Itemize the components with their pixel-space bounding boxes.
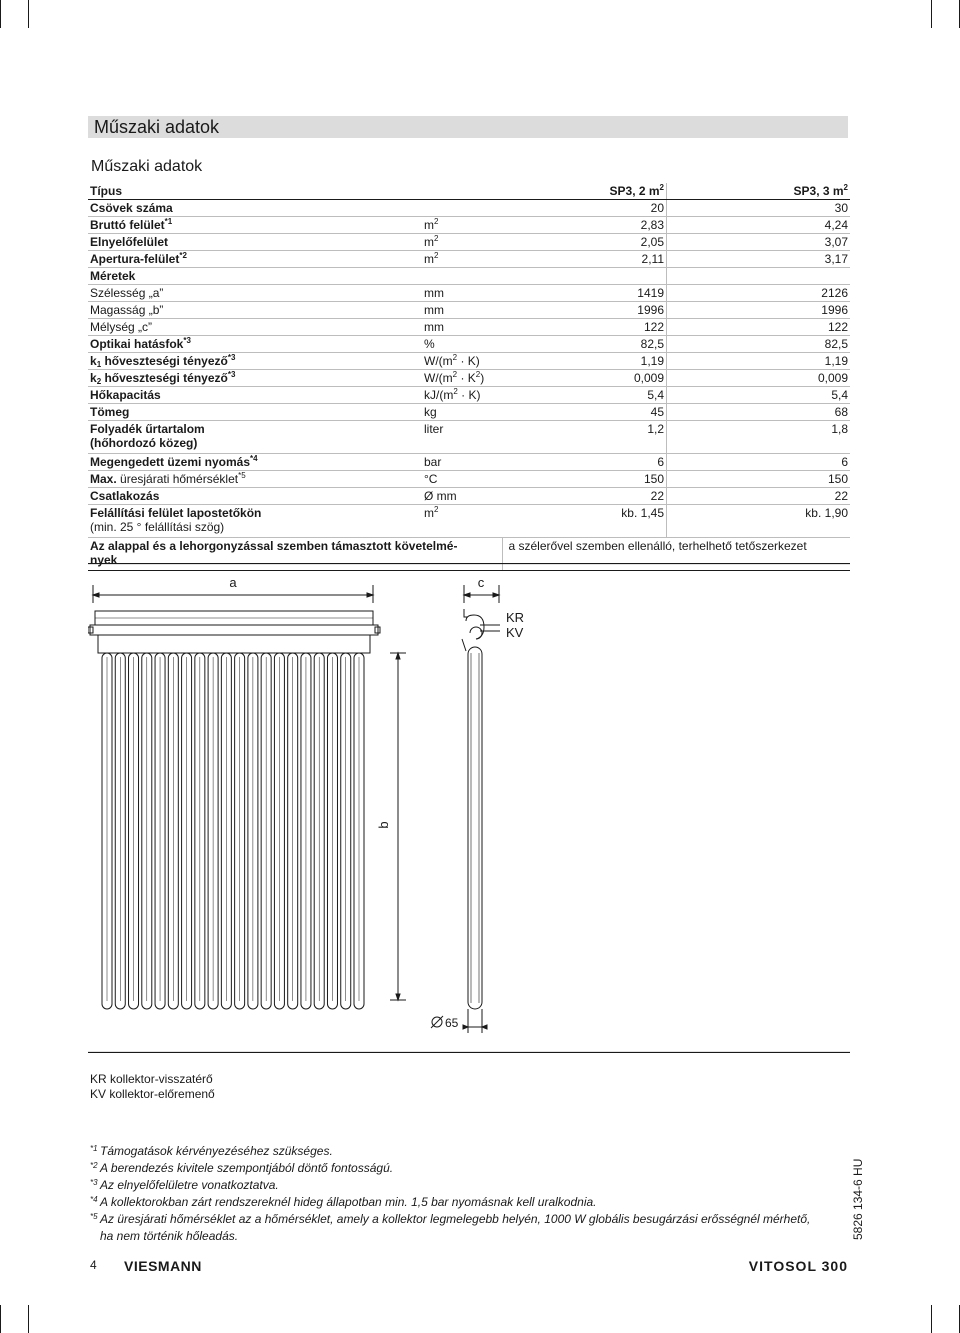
col-type-header: Típus xyxy=(88,183,422,200)
footnote: *4 A kollektorokban zárt rendszereknél hideg állapotban min. 1,5 bar nyomásnak kell uralkodnia. xyxy=(90,1195,597,1209)
table-row: Max. üresjárati hőmérséklet$^{*5}$ °C 150 150 xyxy=(90,471,848,486)
table-row: Hőkapacitás $kJ/(m^2 \cdot K)$ 5,4 5,4 xyxy=(90,387,848,402)
table-row: Magasság „b” mm 1996 1996 xyxy=(90,303,848,317)
technical-data-table xyxy=(88,183,850,571)
dimension-label-a: a xyxy=(229,575,237,590)
table-row: Csatlakozás Ø mm 22 22 xyxy=(90,489,848,503)
crop-mark xyxy=(28,0,29,28)
dimension-label-b: b xyxy=(376,821,391,829)
page-number: 4 xyxy=(90,1258,97,1272)
crop-mark xyxy=(931,1305,932,1333)
table-row: Elnyelőfelület $m^2$ 2,05 3,07 xyxy=(90,234,848,249)
footnote: *2 A berendezés kivitele szempontjából döntő fontosságú. xyxy=(90,1161,394,1175)
table-row: Bruttó felület$^{*1}$ $m^2$ 2,83 4,24 xyxy=(90,217,848,232)
diameter-label: 65 xyxy=(445,1016,459,1030)
table-row: Folyadék űrtartalom (hőhordozó közeg) liter 1,2 1,8 xyxy=(88,421,850,454)
table-row: Mélység „c” mm 122 122 xyxy=(90,320,848,334)
product-name: VITOSOL 300 xyxy=(748,1258,848,1274)
crop-mark xyxy=(931,0,932,28)
legend xyxy=(90,1072,215,1102)
table-row: Felállítási felület lapostetőkön (min. 25 ° felállítási szög) $m^2$ kb. 1,45 kb. 1,90 xyxy=(88,505,850,538)
footnote: *5 Az üresjárati hőmérséklet az a hőmérséklet, amely a kollektor legmelegebb helyén, 1000 W globális besugárzási erősségnél mérhető, xyxy=(90,1212,811,1226)
table-row: Méretek xyxy=(88,268,850,285)
table-row: $k_2$ hőveszteségi tényező$^{*3}$ $W/(m^2 \cdot K^2)$ 0,009 0,009 xyxy=(90,370,848,386)
legend-kr: KR kollektor-visszatérő xyxy=(90,1072,213,1086)
page-subtitle: Műszaki adatok xyxy=(91,158,203,175)
table-row: Csövek száma 20 30 xyxy=(90,201,848,215)
table-row: Megengedett üzemi nyomás$^{*4}$ bar 6 6 xyxy=(90,454,848,469)
document-reference: 5826 134-6 HU xyxy=(851,1158,865,1240)
connector-label-kr: KR xyxy=(506,610,525,625)
table-row: Apertura-felület$^{*2}$ $m^2$ 2,11 3,17 xyxy=(90,251,848,266)
brand-logo: VIESMANN xyxy=(124,1258,202,1274)
collector-drawing xyxy=(88,563,850,1053)
section-title: Műszaki adatok xyxy=(94,117,220,137)
table-row: Optikai hatásfok$^{*3}$ % 82,5 82,5 xyxy=(90,336,848,351)
table-row: Szélesség „a” mm 1419 2126 xyxy=(90,286,848,300)
table-row: Tömeg kg 45 68 xyxy=(90,405,848,419)
footnotes xyxy=(90,1143,810,1245)
legend-kv: KV kollektor-előremenő xyxy=(90,1087,215,1101)
footnote: *3 Az elnyelőfelületre vonatkoztatva. xyxy=(90,1178,279,1192)
footnote-continuation: ha nem történik hőleadás. xyxy=(100,1229,239,1243)
dimension-label-c: c xyxy=(477,575,485,590)
crop-mark xyxy=(0,1305,1,1333)
table-header-row xyxy=(88,183,850,200)
section-header-bar xyxy=(88,116,848,138)
col-sp3-3-header: SP3, 3 $m^2$ xyxy=(667,183,851,200)
crop-mark xyxy=(28,1305,29,1333)
footnote: *1 Támogatások kérvényezéséhez szükséges. xyxy=(90,1144,333,1158)
crop-mark xyxy=(0,0,1,28)
connector-label-kv: KV xyxy=(506,625,524,640)
table-row: Az alappal és a lehorgonyzással szemben támasztott követelmé- nyek a szélerővel szemben ellenálló, terhelhető tetőszerkezet xyxy=(88,538,850,571)
collector-tubes xyxy=(102,653,364,1009)
col-sp3-2-header: SP3, 2 $m^2$ xyxy=(502,183,667,200)
table-row: $k_1$ hőveszteségi tényező$^{*3}$ $W/(m^2 \cdot K)$ 1,19 1,19 xyxy=(90,353,848,369)
